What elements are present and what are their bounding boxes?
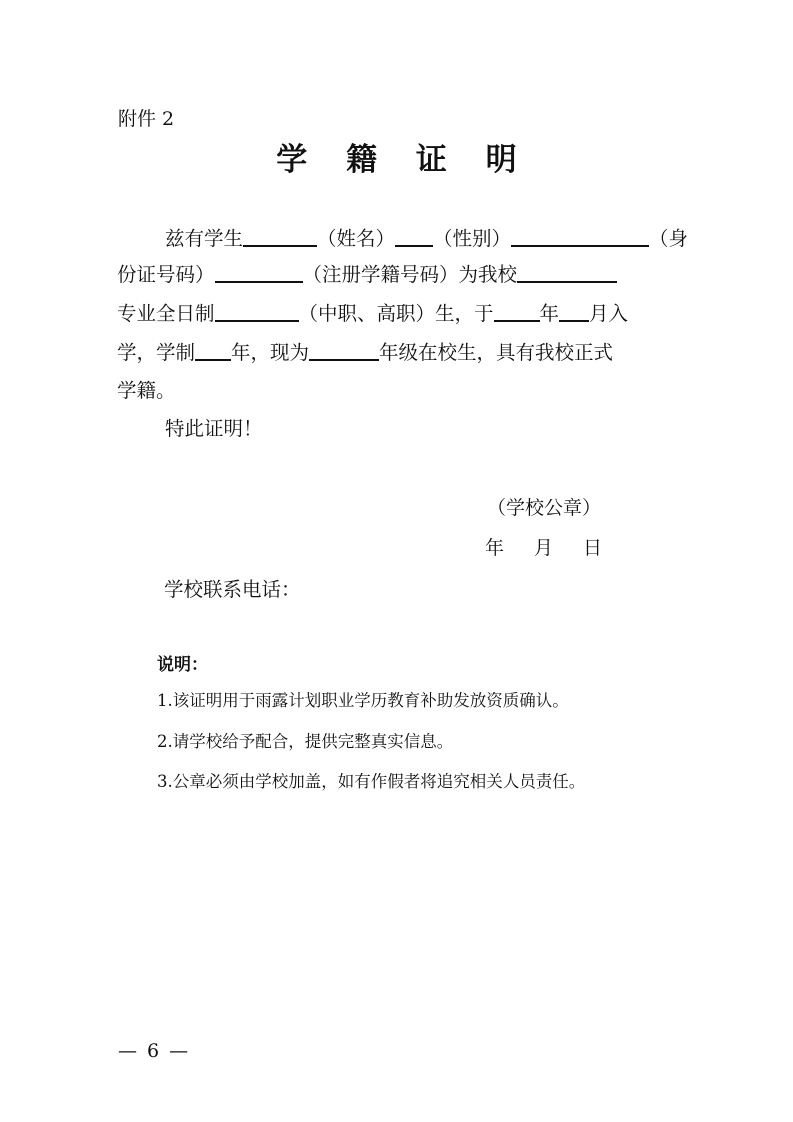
certificate-line-4 bbox=[117, 339, 613, 366]
month-label: 月 bbox=[534, 537, 554, 559]
certificate-line-2 bbox=[117, 261, 617, 288]
major-blank[interactable] bbox=[517, 261, 617, 283]
name-blank[interactable] bbox=[243, 225, 317, 247]
study-length-blank[interactable] bbox=[195, 339, 231, 361]
year-label: 年 bbox=[485, 537, 505, 559]
text-enroll-label: 学，学制 bbox=[117, 341, 196, 364]
certificate-line-3 bbox=[117, 300, 628, 327]
grade-blank[interactable] bbox=[309, 339, 379, 361]
text-grade-label: 年级在校生，具有我校正式 bbox=[379, 341, 614, 364]
text-current-label: 年，现为 bbox=[231, 341, 310, 364]
document-title: 学 籍 证 明 bbox=[276, 142, 531, 178]
certificate-line-1 bbox=[165, 225, 688, 252]
text-name-label: （姓名） bbox=[317, 227, 396, 250]
certificate-line-5: 学籍。 bbox=[117, 379, 176, 402]
text-month-label: 月入 bbox=[589, 302, 629, 325]
registration-number-blank[interactable] bbox=[215, 261, 303, 283]
note-item: 2.请学校给予配合，提供完整真实信息。 bbox=[157, 732, 454, 751]
page-number: — 6 — bbox=[118, 1040, 191, 1062]
text-program-label: （中职、高职）生，于 bbox=[298, 302, 494, 325]
school-phone-label: 学校联系电话： bbox=[164, 578, 301, 601]
attachment-label: 附件 2 bbox=[118, 108, 175, 130]
closing-statement: 特此证明！ bbox=[165, 417, 263, 440]
text-year-label: 年 bbox=[539, 302, 560, 325]
id-number-blank[interactable] bbox=[511, 225, 649, 247]
text-registration-label: （注册学籍号码）为我校 bbox=[302, 263, 518, 286]
text-student-intro: 兹有学生 bbox=[165, 227, 244, 250]
gender-blank[interactable] bbox=[395, 225, 433, 247]
day-label: 日 bbox=[583, 537, 603, 559]
school-seal-label: （学校公章） bbox=[487, 497, 602, 519]
text-major-label: 专业全日制 bbox=[117, 302, 215, 325]
date-line bbox=[485, 533, 602, 560]
text-id-label-end: 份证号码） bbox=[117, 263, 215, 286]
text-gender-label: （性别） bbox=[433, 227, 512, 250]
program-blank[interactable] bbox=[215, 300, 299, 322]
note-item: 1.该证明用于雨露计划职业学历教育补助发放资质确认。 bbox=[157, 691, 569, 710]
note-item: 3.公章必须由学校加盖，如有作假者将追究相关人员责任。 bbox=[157, 772, 586, 791]
enroll-year-blank[interactable] bbox=[494, 300, 540, 322]
notes-heading: 说明： bbox=[157, 655, 208, 675]
enroll-month-blank[interactable] bbox=[559, 300, 589, 322]
text-id-label-start: （身 bbox=[649, 227, 689, 250]
